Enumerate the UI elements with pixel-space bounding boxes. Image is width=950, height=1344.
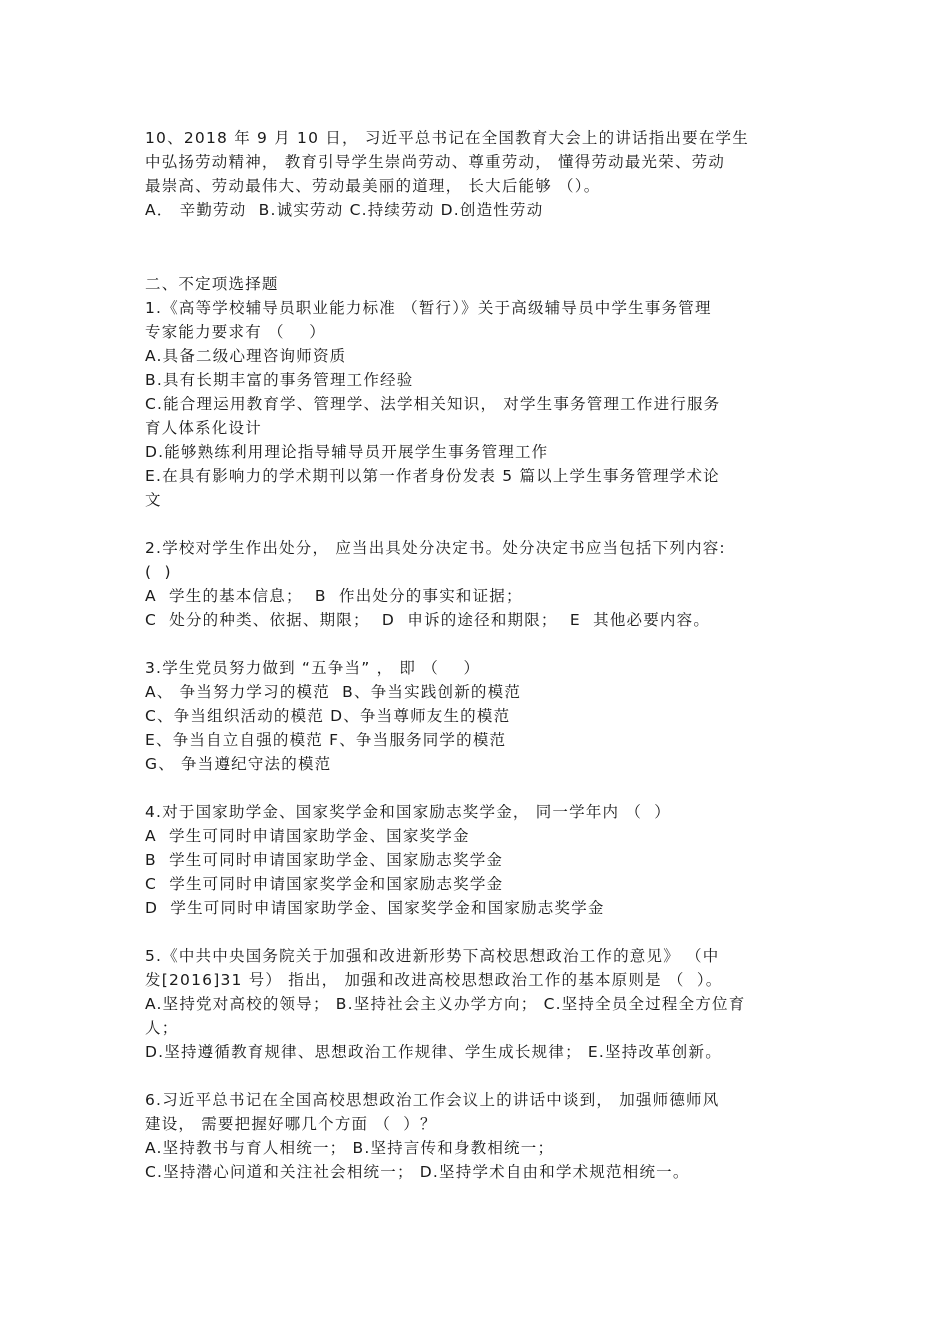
option-d: D.能够熟练利用理论指导辅导员开展学生事务管理工作 [145,443,549,461]
question-text: 专家能力要求有 （ ） [145,323,326,341]
question-5 [145,944,805,1064]
question-options: C 处分的种类、依据、期限； D 申诉的途径和期限； E 其他必要内容。 [145,611,711,629]
question-options: C、争当组织活动的模范 D、争当尊师友生的模范 [145,707,511,725]
option-a: A.具备二级心理咨询师资质 [145,347,347,365]
option-c: C.能合理运用教育学、管理学、法学相关知识， 对学生事务管理工作进行服务 [145,395,721,413]
question-options: A、 争当努力学习的模范 B、争当实践创新的模范 [145,683,522,701]
option-e: 文 [145,491,162,509]
question-6 [145,1088,805,1184]
question-options: A.坚持教书与育人相统一； B.坚持言传和身教相统一； [145,1139,555,1157]
question-text: 建设， 需要把握好哪几个方面 （ ）？ [145,1115,437,1133]
document-page [145,126,805,1184]
question-text: 2.学校对学生作出处分， 应当出具处分决定书。处分决定书应当包括下列内容: [145,539,726,557]
option-d: D 学生可同时申请国家助学金、国家奖学金和国家励志奖学金 [145,899,605,917]
question-4 [145,800,805,920]
question-text: 6.习近平总书记在全国高校思想政治工作会议上的讲话中谈到， 加强师德师风 [145,1091,720,1109]
question-options: A 学生的基本信息； B 作出处分的事实和证据； [145,587,523,605]
option-a: A 学生可同时申请国家助学金、国家奖学金 [145,827,470,845]
question-text: 中弘扬劳动精神， 教育引导学生崇尚劳动、尊重劳动， 懂得劳动最光荣、劳动 [145,153,726,171]
question-text: 10、2018 年 9 月 10 日， 习近平总书记在全国教育大会上的讲话指出要在学生 [145,129,749,147]
question-3 [145,656,805,776]
question-text: ( ) [145,563,172,581]
question-text: 5.《中共中央国务院关于加强和改进新形势下高校思想政治工作的意见》 （中 [145,947,720,965]
question-options: A． 辛勤劳动 B.诚实劳动 C.持续劳动 D.创造性劳动 [145,201,544,219]
question-text: 发[2016]31 号） 指出， 加强和改进高校思想政治工作的基本原则是 （ ）。 [145,971,723,989]
section-title: 二、不定项选择题 [145,275,279,293]
question-text: 最崇高、劳动最伟大、劳动最美丽的道理， 长大后能够 （）。 [145,177,601,195]
question-1 [145,296,805,512]
question-text: 1.《高等学校辅导员职业能力标准 （暂行）》关于高级辅导员中学生事务管理 [145,299,712,317]
option-e: E.在具有影响力的学术期刊以第一作者身份发表 5 篇以上学生事务管理学术论 [145,467,720,485]
question-text: 4.对于国家助学金、国家奖学金和国家励志奖学金， 同一学年内 （ ） [145,803,671,821]
intro-question [145,126,805,222]
question-text: 3.学生党员努力做到 “五争当” ， 即 （ ） [145,659,481,677]
question-options: A.坚持党对高校的领导； B.坚持社会主义办学方向； C.坚持全员全过程全方位育 [145,995,746,1013]
option-b: B.具有长期丰富的事务管理工作经验 [145,371,414,389]
question-options: G、 争当遵纪守法的模范 [145,755,332,773]
option-c: C 学生可同时申请国家奖学金和国家励志奖学金 [145,875,504,893]
question-2 [145,536,805,632]
option-c: 育人体系化设计 [145,419,262,437]
question-options: C.坚持潜心问道和关注社会相统一； D.坚持学术自由和学术规范相统一。 [145,1163,690,1181]
option-b: B 学生可同时申请国家助学金、国家励志奖学金 [145,851,504,869]
question-options: 人； [145,1019,179,1037]
question-options: E、争当自立自强的模范 F、争当服务同学的模范 [145,731,507,749]
question-options: D.坚持遵循教育规律、思想政治工作规律、学生成长规律； E.坚持改革创新。 [145,1043,722,1061]
